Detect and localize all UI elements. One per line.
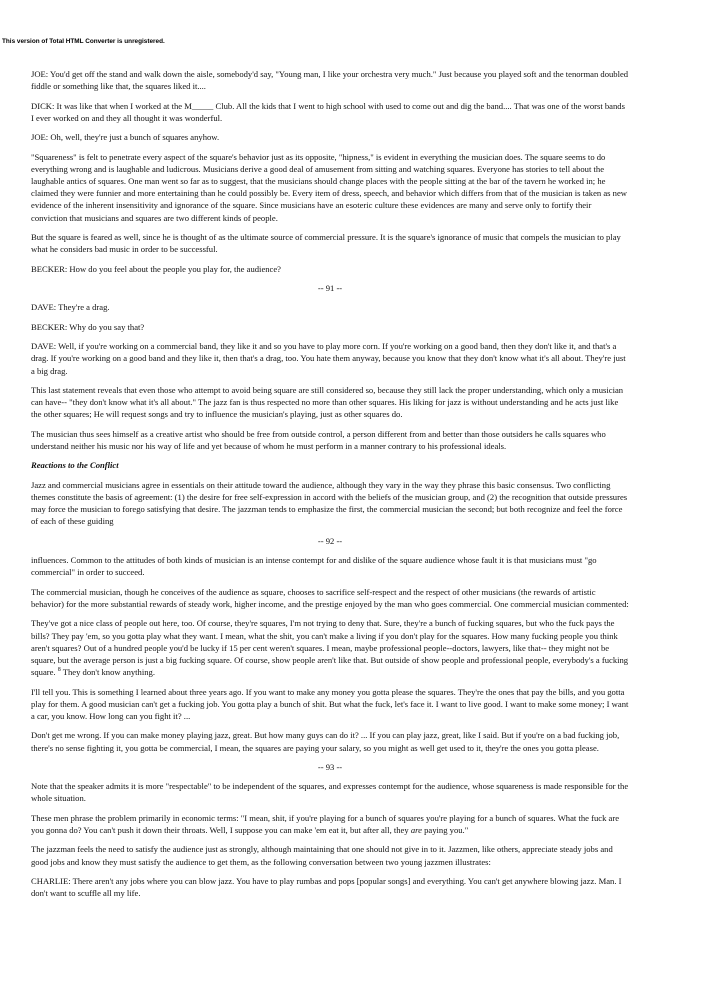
paragraph-influences: influences. Common to the attitudes of both kinds of musician is an intense contempt for and dislike of the square audience whose fault it is that musicians must "go commercial" in order to succeed. [31, 555, 597, 578]
paragraph-note-speaker: Note that the speaker admits it is more "respectable" to be independent of the squares, and expresses contempt for the audience, whose squareness is made responsible for the whole situation. [31, 781, 629, 804]
page-number: -- 91 -- [317, 282, 343, 293]
converter-banner: This version of Total HTML Converter is unregistered. [2, 38, 165, 45]
dialogue-joe-2: JOE: Oh, well, they're just a bunch of squares anyhow. [31, 132, 220, 143]
paragraph-last-statement: This last statement reveals that even those who attempt to avoid being square are still considered so, because they still lack the proper understanding, which only a musician can have-- "they don't know what it's all about." The jazz fan is thus respected no more than other squares. His liking for jazz is without understanding and he acts just like the other squares; He will request songs and try to influence the musician's playing, just as other squares do. [31, 384, 624, 420]
quote-nice-class [31, 617, 629, 678]
emphasis-are: are [410, 825, 422, 836]
dialogue-becker-2: BECKER: Why do you say that? [31, 321, 145, 332]
paragraph-square-feared: But the square is feared as well, since he is thought of as the ultimate source of commercial pressure. It is the square's ignorance of music that compels the musician to play what he considers bad music in order to be successful. [31, 231, 621, 255]
quote-dont-get-me-wrong: Don't get me wrong. If you can make money playing jazz, great. But how many guys can do it? ... If you can play jazz, great, like I said. But if you're on a bad fucking job, there's no sense fighting it, you gotta be commercial, I mean, the squares are paying your salary, so you might as well get used to it, they're the ones you gotta please. [31, 730, 620, 753]
dialogue-dave-2: DAVE: Well, if you're working on a commercial band, they like it and so you have to play more corn. If you're working on a good band, then they don't like it, and that's a drag. If you're working on a good band and they like it, then that's a drag, too. You hate them anyway, because you know that they don't know what it's all about. They're just a big drag. [31, 341, 626, 376]
footnote-ref[interactable]: 8 [57, 667, 61, 674]
paragraph-creative-artist: The musician thus sees himself as a creative artist who should be free from outside control, a person different from and better than those outsiders he calls squares who understand neither his music nor his way of life and yet because of whom he must perform in a manner contrary to his professional ideals. [31, 428, 606, 451]
paragraph-text-end: paying you." [424, 825, 469, 836]
paragraph-text: These men phrase the problem primarily in economic terms: "I mean, shit, if you're playing for a bunch of squares you're playing for a bunch of squares. What the fuck are you gonna do? You can't push it down their throats. Well, I suppose you can make 'em eat it, but after all, they [31, 812, 620, 836]
paragraph-economic-terms [31, 812, 629, 836]
quote-text-end: They don't know anything. [62, 667, 155, 678]
paragraph-jazzman-feels: The jazzman feels the need to satisfy the audience just as strongly, although maintaining that one should not give in to it. Jazzmen, like others, appreciate steady jobs and good jobs and know they must satisfy the audience to get them, as the following conversation between two young jazzmen illustrates: [31, 844, 613, 867]
paragraph-commercial-musician: The commercial musician, though he conceives of the audience as square, chooses to sacrifice self-respect and the respect of other musicians (the rewards of artistic behavior) for the more substantial rewards of steady work, higher income, and the prestige enjoyed by the man who goes commercial. One commercial musician commented: [31, 586, 629, 609]
quote-text: They've got a nice class of people out here, too. Of course, they're squares, I'm not trying to deny that. Sure, they're a bunch of fucking squares, but who the fuck pays the bills? They pay 'em, so you gotta play what they want. I mean, what the shit, you can't make a living if you don't play for the squares. How many fucking people you think aren't squares? Out of a hundred people you'd be lucky if 15 per cent weren't squares. I mean, maybe professional people--doctors, lawyers, like that-- they might not be square, but the average person is just a big fucking square. Of course, show people aren't like that. But outside of show people and professional people, everybody's a fucking square. [31, 618, 629, 678]
dialogue-charlie-1: CHARLIE: There aren't any jobs where you can blow jazz. You have to play rumbas and pops [popular songs] and everything. You can't get anywhere blowing jazz. Man. I don't want to scuffle all my life. [31, 876, 622, 899]
dialogue-joe-1: JOE: You'd get off the stand and walk down the aisle, somebody'd say, "Young man, I like your orchestra very much." Just because you played soft and the tenorman doubled fiddle or something like that, the squares liked it.... [31, 69, 629, 92]
dialogue-dick-1: DICK: It was like that when I worked at the M_____ Club. All the kids that I went to high school with used to come out and dig the band.... That was one of the worst bands I ever worked on and they all thought it was wonderful. [31, 100, 625, 123]
section-heading: Reactions to the Conflict [31, 460, 119, 471]
dialogue-dave-1: DAVE: They're a drag. [31, 302, 110, 313]
quote-ill-tell-you: I'll tell you. This is something I learned about three years ago. If you want to make any money you gotta please the squares. They're the ones that pay the bills, and you gotta play for them. A good musician can't get a fucking job. You gotta play a bunch of shit. But what the fuck, let's face it. I want to live good. I want to make some money; I want a car, you know. How long can you fight it? ... [31, 686, 629, 721]
paragraph-agreement: Jazz and commercial musicians agree in essentials on their attitude toward the audience, although they vary in the way they phrase this basic consensus. Two conflicting themes constitute the basis of agreement: (1) the desire for free self-expression in accord with the beliefs of the musician group, and (2) the recognition that outside pressures may force the musician to forego satisfying that desire. The jazzman tends to emphasize the first, the commercial musician the second; but both recognize and feel the force of each of these guiding [31, 479, 628, 527]
page-number: -- 93 -- [317, 761, 343, 772]
page-number: -- 92 -- [317, 535, 343, 546]
paragraph-squareness: "Squareness" is felt to penetrate every aspect of the square's behavior just as its opposite, "hipness," is evident in everything the musician does. The square seems to do everything wrong and is laughable and ludicrous. Musicians derive a good deal of amusement from sitting and watching squares. Everyone has stories to tell about the laughable antics of squares. One man went so far as to suggest, that the musicians should change places with the people sitting at the bar of the tavern he worked in; he claimed they were funnier and more entertaining than he could possibly be. Every item of dress, speech, and behavior which differs from that of the musician is taken as new evidence of the inherent insensitivity and ignorance of the square. Since musicians have an esoteric culture these evidences are many and serve only to fortify their conviction that musicians and squares are two different kinds of people. [31, 151, 627, 223]
document-body [31, 68, 629, 907]
dialogue-becker-1: BECKER: How do you feel about the people you play for, the audience? [31, 263, 281, 274]
